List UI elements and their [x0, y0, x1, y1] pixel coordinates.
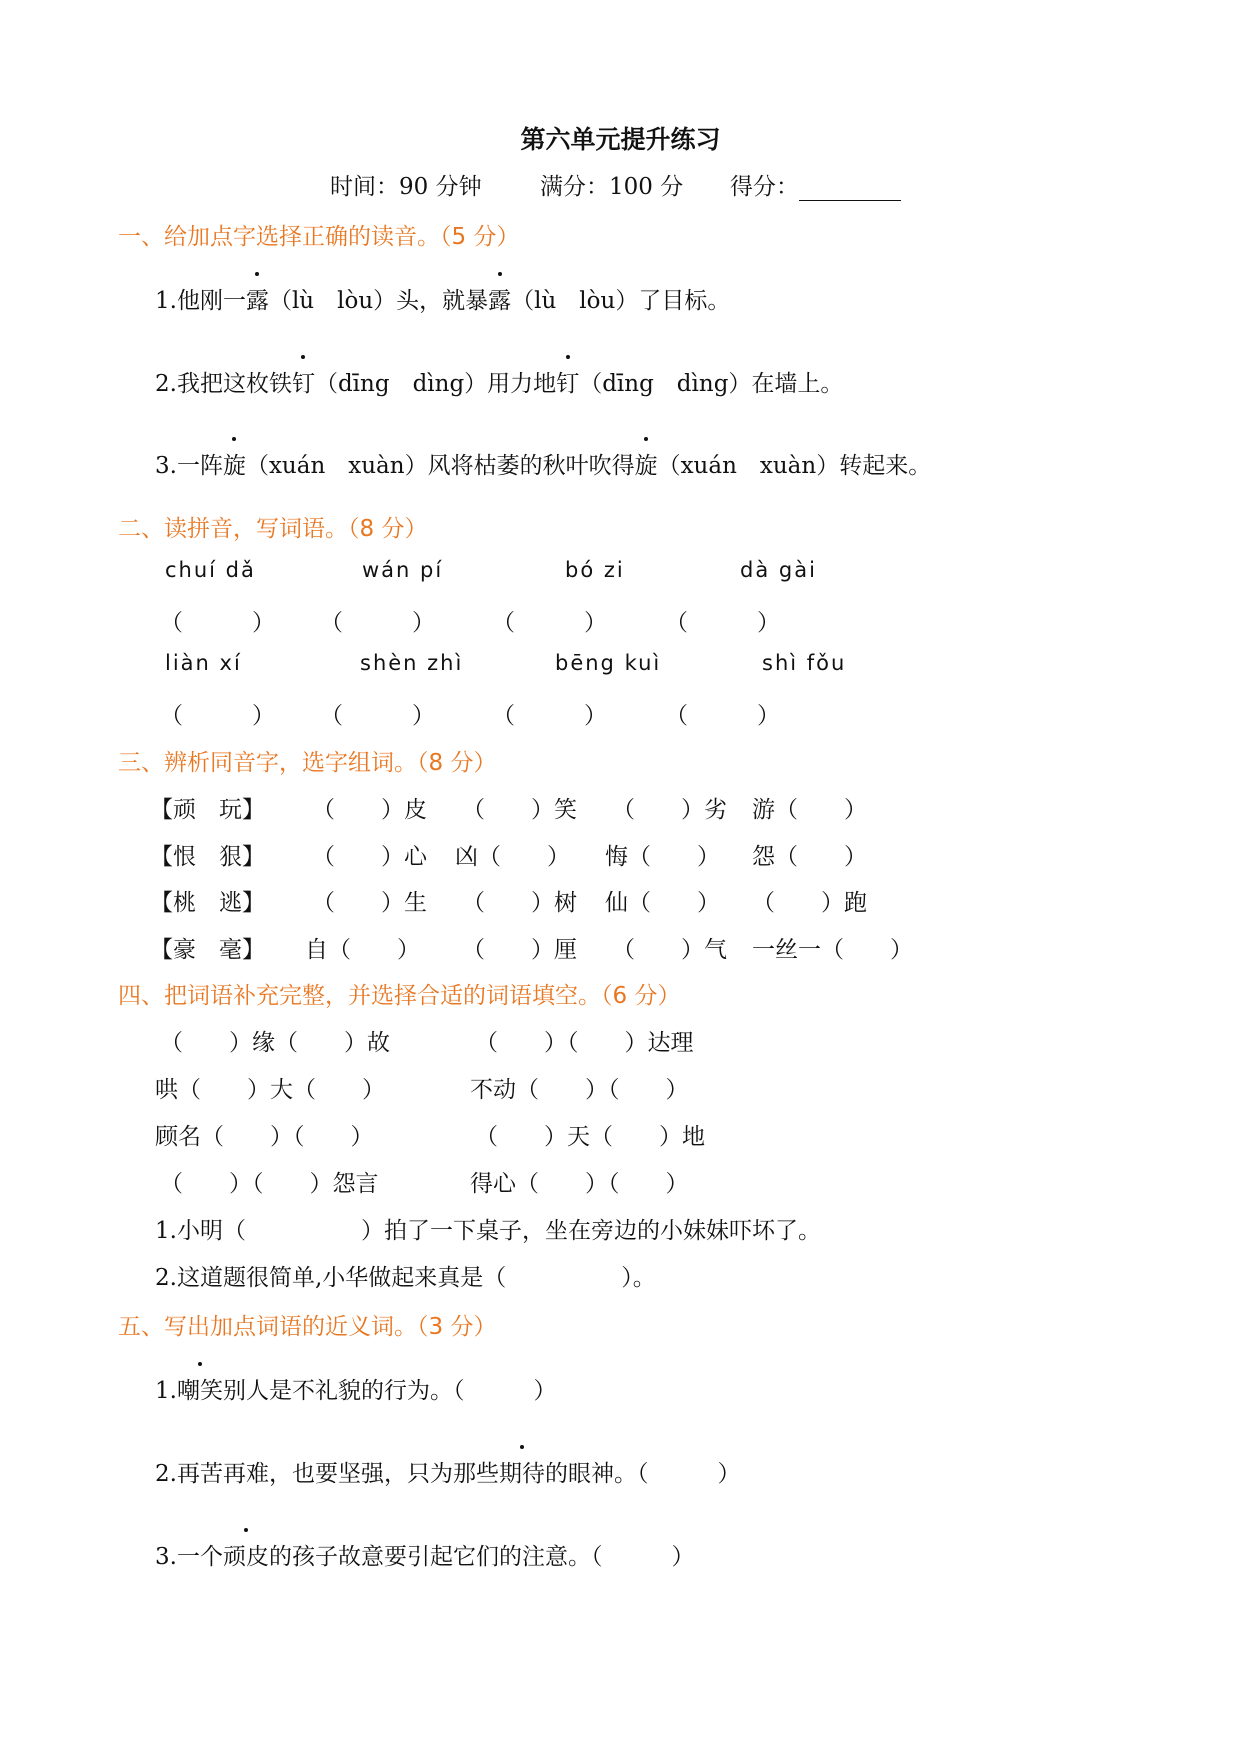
- idiom-blank[interactable]: 得心（ ）（ ）: [470, 1171, 689, 1197]
- pinyin-item: shèn zhì: [360, 651, 464, 675]
- full-score-label: 满分：100 分: [540, 174, 684, 200]
- s3-cell[interactable]: 凶（ ）: [455, 844, 570, 870]
- idiom-blank[interactable]: 哄（ ）大（ ）: [155, 1077, 385, 1103]
- answer-blank[interactable]: （ ）: [665, 703, 780, 729]
- pinyin-item: liàn xí: [165, 651, 242, 675]
- pinyin-item: shì fǒu: [762, 651, 847, 675]
- s3-cell[interactable]: （ ）气: [612, 937, 727, 963]
- dotted-word: 顽皮: [223, 1538, 269, 1571]
- answer-blank[interactable]: （ ）: [492, 610, 607, 636]
- s3-cell[interactable]: （ ）厘: [462, 937, 577, 963]
- s3-cell[interactable]: 一丝一（ ）: [752, 937, 913, 963]
- idiom-blank[interactable]: （ ）缘（ ）故: [160, 1030, 390, 1056]
- score-label: [730, 168, 901, 201]
- s3-pair: 【豪 毫】: [150, 937, 265, 963]
- answer-blank[interactable]: （ ）: [492, 703, 607, 729]
- pinyin-item: wán pí: [362, 558, 444, 582]
- s3-cell[interactable]: （ ）跑: [752, 890, 867, 916]
- s1-question-2: 2.我把这枚铁钉（dīng dìng）用力地钉（dīng dìng）在墙上。: [155, 365, 843, 398]
- s3-pair: 【桃 逃】: [150, 890, 265, 916]
- s3-cell[interactable]: 悔（ ）: [605, 844, 720, 870]
- dotted-char: 旋: [635, 447, 658, 480]
- idiom-blank[interactable]: 不动（ ）（ ）: [470, 1077, 689, 1103]
- s3-cell[interactable]: （ ）皮: [312, 797, 427, 823]
- idiom-blank[interactable]: （ ）（ ）达理: [475, 1030, 694, 1056]
- answer-blank[interactable]: （ ）: [320, 703, 435, 729]
- idiom-blank[interactable]: （ ）（ ）怨言: [160, 1171, 379, 1197]
- section-3-heading: 三、辨析同音字，选字组词。（8 分）: [118, 750, 497, 776]
- s4-question-2[interactable]: 2.这道题很简单,小华做起来真是（ ）。: [155, 1265, 656, 1291]
- s3-pair: 【恨 狠】: [150, 844, 265, 870]
- answer-blank[interactable]: （ ）: [160, 703, 275, 729]
- score-label-text: 得分：: [730, 174, 799, 200]
- answer-blank[interactable]: （ ）: [665, 610, 780, 636]
- s3-cell[interactable]: 怨（ ）: [752, 844, 867, 870]
- pinyin-item: chuí dǎ: [165, 558, 256, 582]
- answer-blank[interactable]: （ ）: [160, 610, 275, 636]
- pinyin-item: bó zi: [565, 558, 625, 582]
- s1-question-1: 1.他刚一露（lù lòu）头，就暴露（lù lòu）了目标。: [155, 282, 730, 315]
- idiom-blank[interactable]: 顾名（ ）（ ）: [155, 1124, 374, 1150]
- dotted-char: 钉: [292, 365, 315, 398]
- s3-cell[interactable]: （ ）笑: [462, 797, 577, 823]
- dotted-char: 露: [488, 282, 511, 315]
- s4-question-1[interactable]: 1.小明（ ）拍了一下桌子，坐在旁边的小妹妹吓坏了。: [155, 1218, 821, 1244]
- s3-cell[interactable]: 游（ ）: [752, 797, 867, 823]
- dotted-char: 钉: [556, 365, 579, 398]
- dotted-char: 旋: [223, 447, 246, 480]
- s5-question-1[interactable]: 1.嘲笑别人是不礼貌的行为。（ ）: [155, 1372, 556, 1405]
- pinyin-item: dà gài: [740, 558, 817, 582]
- dotted-word: 嘲笑: [177, 1372, 223, 1405]
- dotted-char: 露: [246, 282, 269, 315]
- s3-cell[interactable]: （ ）生: [312, 890, 427, 916]
- s5-question-2[interactable]: 2.再苦再难，也要坚强，只为那些期待的眼神。（ ）: [155, 1455, 740, 1488]
- section-5-heading: 五、写出加点词语的近义词。（3 分）: [118, 1314, 497, 1340]
- s3-cell[interactable]: （ ）劣: [612, 797, 727, 823]
- s3-cell[interactable]: （ ）树: [462, 890, 577, 916]
- s1-question-3: 3.一阵旋（xuán xuàn）风将枯萎的秋叶吹得旋（xuán xuàn）转起来。: [155, 447, 931, 480]
- section-1-heading: 一、给加点字选择正确的读音。（5 分）: [118, 224, 520, 250]
- dotted-word: 期待: [499, 1455, 545, 1488]
- s3-cell[interactable]: 自（ ）: [305, 937, 420, 963]
- s3-cell[interactable]: 仙（ ）: [605, 890, 720, 916]
- s3-cell[interactable]: （ ）心: [312, 844, 427, 870]
- idiom-blank[interactable]: （ ）天（ ）地: [475, 1124, 705, 1150]
- page-title: 第六单元提升练习: [520, 125, 721, 154]
- section-2-heading: 二、读拼音，写词语。（8 分）: [118, 516, 428, 542]
- section-4-heading: 四、把词语补充完整，并选择合适的词语填空。（6 分）: [118, 983, 681, 1009]
- score-blank[interactable]: [799, 178, 901, 201]
- time-label: 时间：90 分钟: [330, 174, 482, 200]
- s5-question-3[interactable]: 3.一个顽皮的孩子故意要引起它们的注意。（ ）: [155, 1538, 694, 1571]
- pinyin-item: bēng kuì: [555, 651, 662, 675]
- answer-blank[interactable]: （ ）: [320, 610, 435, 636]
- s3-pair: 【顽 玩】: [150, 797, 265, 823]
